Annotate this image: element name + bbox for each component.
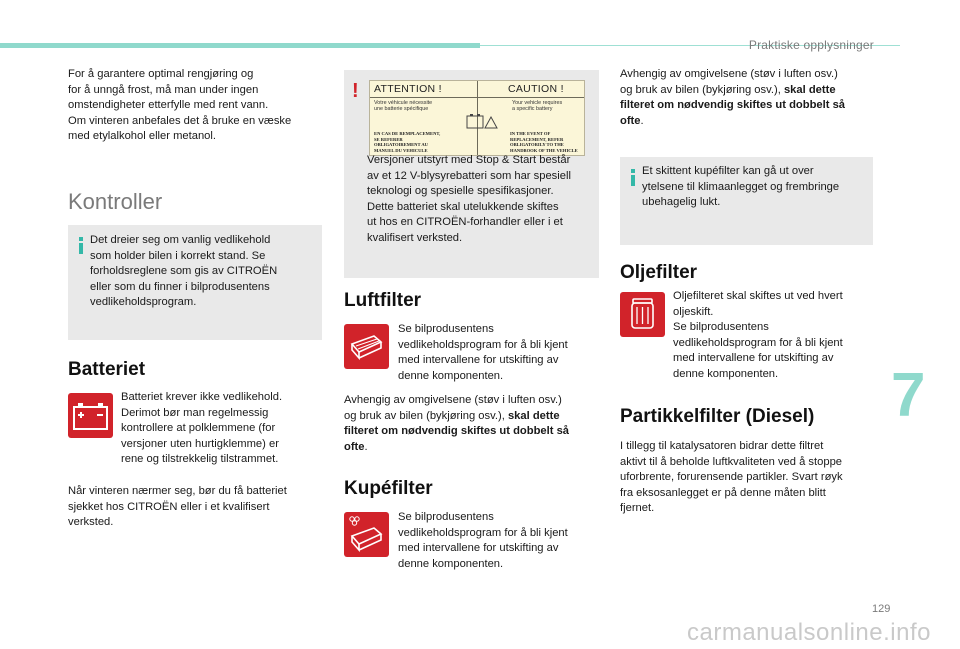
kontroller-note-box bbox=[68, 225, 322, 340]
text-line: med intervallene for utskifting av bbox=[398, 542, 559, 555]
intro-line: med etylalkohol eller metanol. bbox=[68, 130, 216, 143]
text-line: Batteriet krever ikke vedlikehold. bbox=[121, 391, 283, 403]
battery-warning-label bbox=[369, 80, 585, 156]
label-line: Your vehicle requires bbox=[512, 100, 563, 106]
text-line: uforbrente, forurensende partikler. Svart røyk bbox=[620, 471, 843, 484]
luftfilter-condition-text bbox=[344, 393, 600, 455]
note-line: eller som du finner i bilprodusentens bbox=[90, 280, 270, 293]
oljefilter-text bbox=[673, 289, 878, 383]
section-title-kontroller: Kontroller bbox=[68, 189, 163, 214]
label-line: EN CAS DE REMPLACEMENT, bbox=[374, 131, 441, 136]
text-line bbox=[344, 424, 600, 440]
note-line: ytelsene til klimaanlegget og frembringe bbox=[642, 180, 840, 193]
warning-exclamation-icon: ! bbox=[352, 80, 359, 102]
chapter-number: 7 bbox=[891, 361, 926, 430]
text-span: . bbox=[364, 440, 368, 453]
info-icon bbox=[79, 237, 83, 254]
text-line: av et 12 V-blysyrebatteri som har spesiell bbox=[367, 169, 571, 182]
text-line: vedlikeholdsprogram for å bli kjent bbox=[673, 336, 843, 349]
text-line: verksted. bbox=[68, 516, 114, 529]
bold-span: skal dette bbox=[507, 409, 560, 422]
label-en-caps bbox=[510, 131, 578, 153]
section-title-luftfilter: Luftfilter bbox=[344, 290, 422, 311]
partikkelfilter-text bbox=[620, 439, 882, 517]
text-line: versjoner uten hurtigklemme) er bbox=[121, 437, 279, 450]
text-line: vedlikeholdsprogram for å bli kjent bbox=[398, 338, 568, 351]
section-title-oljefilter: Oljefilter bbox=[620, 262, 698, 283]
label-attention: ATTENTION ! bbox=[374, 83, 442, 95]
text-line: Se bilprodusentens bbox=[673, 321, 769, 334]
text-line bbox=[344, 440, 600, 456]
text-line: denne komponenten. bbox=[398, 557, 504, 570]
text-line: sjekket hos CITROËN eller i et kvalifisert bbox=[68, 500, 270, 513]
text-line: Når vinteren nærmer seg, bør du få batteriet bbox=[68, 485, 287, 497]
note-line: Det dreier seg om vanlig vedlikehold bbox=[90, 234, 271, 246]
bold-span: ofte bbox=[620, 114, 641, 127]
text-line: Dette batteriet skal utelukkende skiftes bbox=[367, 200, 559, 213]
label-line: a specific battery bbox=[512, 106, 553, 113]
text-line: denne komponenten. bbox=[673, 367, 779, 380]
page-header-title: Praktiske opplysninger bbox=[748, 38, 874, 52]
text-line bbox=[344, 409, 600, 425]
header-accent-bar bbox=[0, 43, 480, 48]
battery-warning-text bbox=[367, 153, 595, 247]
section-title-batteriet: Batteriet bbox=[68, 359, 146, 380]
label-line: SE REFERER bbox=[374, 136, 403, 142]
batteriet-text bbox=[121, 390, 331, 468]
battery-icon bbox=[68, 393, 113, 438]
bold-span: filteret om nødvendig skiftes ut dobbelt så bbox=[344, 425, 570, 438]
text-line: med intervallene for utskifting av bbox=[398, 354, 559, 367]
page-number: 129 bbox=[872, 603, 891, 615]
label-line: REPLACEMENT, REFER bbox=[510, 136, 564, 142]
section-title-partikkelfilter: Partikkelfilter (Diesel) bbox=[620, 406, 815, 427]
text-line: ut hos en CITROËN-forhandler eller i et bbox=[367, 216, 563, 229]
label-line: une batterie spécifique bbox=[374, 106, 429, 113]
bold-span: ofte bbox=[344, 440, 365, 453]
text-line: oljeskift. bbox=[673, 305, 714, 318]
text-line: med intervallene for utskifting av bbox=[673, 352, 834, 365]
text-span: og bruk av bilen (bykjøring osv.), bbox=[344, 409, 508, 422]
label-battery-symbol-icon bbox=[466, 111, 500, 133]
intro-line: for å unngå frost, må man under ingen bbox=[68, 83, 259, 96]
label-fr-caps bbox=[374, 131, 440, 153]
label-caution: CAUTION ! bbox=[508, 83, 564, 95]
note-line: som holder bilen i korrekt stand. Se bbox=[90, 249, 266, 262]
battery-warning-box bbox=[344, 70, 599, 278]
section-title-kupefilter: Kupéfilter bbox=[344, 478, 433, 499]
text-line: Oljefilteret skal skiftes ut ved hvert bbox=[673, 290, 843, 302]
text-line: vedlikeholdsprogram for å bli kjent bbox=[398, 526, 568, 539]
intro-paragraph bbox=[68, 67, 328, 145]
text-line: fjernet. bbox=[620, 502, 655, 515]
luftfilter-text bbox=[398, 322, 598, 384]
text-line: Derimot bør man regelmessig bbox=[121, 406, 269, 419]
batteriet-winter-text bbox=[68, 484, 328, 531]
kontroller-note-text bbox=[90, 233, 318, 311]
intro-line: For å garantere optimal rengjøring og bbox=[68, 68, 254, 80]
note-line: forholdsreglene som gis av CITROËN bbox=[90, 265, 278, 278]
text-line: rene og tilstrekkelig tilstrammet. bbox=[121, 453, 279, 466]
kupefilter-condition-text bbox=[620, 67, 878, 129]
text-line bbox=[620, 98, 878, 114]
text-line: Se bilprodusentens bbox=[398, 511, 494, 523]
text-line: kvalifisert verksted. bbox=[367, 231, 463, 244]
note-line: vedlikeholdsprogram. bbox=[90, 296, 197, 309]
kupefilter-text bbox=[398, 510, 598, 572]
label-fr-text bbox=[374, 100, 432, 113]
text-line: denne komponenten. bbox=[398, 369, 504, 382]
text-line: teknologi og spesielle spesifikasjoner. bbox=[367, 185, 554, 198]
label-line: OBLIGATOIREMENT AU bbox=[374, 142, 428, 148]
bold-span: skal dette bbox=[783, 83, 836, 96]
text-line bbox=[620, 83, 878, 99]
kupefilter-note-text bbox=[642, 164, 868, 211]
note-line: Et skittent kupéfilter kan gå ut over bbox=[642, 165, 814, 177]
kupefilter-note-box bbox=[620, 157, 873, 245]
text-line: Se bilprodusentens bbox=[398, 323, 494, 335]
text-span: . bbox=[640, 114, 644, 127]
text-line: aktivt til å beholde luftkvaliteten ved å stoppe bbox=[620, 455, 843, 468]
label-line: IN THE EVENT OF bbox=[510, 131, 551, 136]
text-span: og bruk av bilen (bykjøring osv.), bbox=[620, 83, 784, 96]
text-line: kontrollere at polklemmene (for bbox=[121, 422, 276, 435]
note-line: ubehagelig lukt. bbox=[642, 196, 721, 209]
bold-span: filteret om nødvendig skiftes ut dobbelt så bbox=[620, 99, 846, 112]
info-icon bbox=[631, 169, 635, 186]
label-line: OBLIGATORILY TO THE bbox=[510, 142, 564, 148]
label-en-text bbox=[512, 100, 562, 113]
label-line: Votre véhicule nécessite bbox=[374, 100, 433, 106]
text-line: fra eksosanlegget er på denne måten blitt bbox=[620, 486, 826, 499]
watermark-text: carmanualsonline.info bbox=[687, 619, 931, 646]
label-line: HANDBOOK OF THE VEHICLE bbox=[510, 147, 578, 153]
text-line bbox=[620, 114, 878, 130]
label-line: MANUEL DU VEHICULE bbox=[374, 147, 428, 153]
intro-line: Om vinteren anbefales det å bruke en væske bbox=[68, 114, 292, 127]
text-line: Versjoner utstyrt med Stop & Start består bbox=[367, 154, 571, 166]
text-line: Avhengig av omgivelsene (støv i luften osv.) bbox=[344, 394, 562, 406]
oil-filter-icon bbox=[620, 292, 665, 337]
air-filter-icon bbox=[344, 324, 389, 369]
text-line: I tillegg til katalysatoren bidrar dette filtret bbox=[620, 440, 824, 452]
text-line: Avhengig av omgivelsene (støv i luften osv.) bbox=[620, 68, 838, 80]
cabin-filter-icon bbox=[344, 512, 389, 557]
intro-line: omstendigheter etterfylle med rent vann. bbox=[68, 99, 269, 112]
